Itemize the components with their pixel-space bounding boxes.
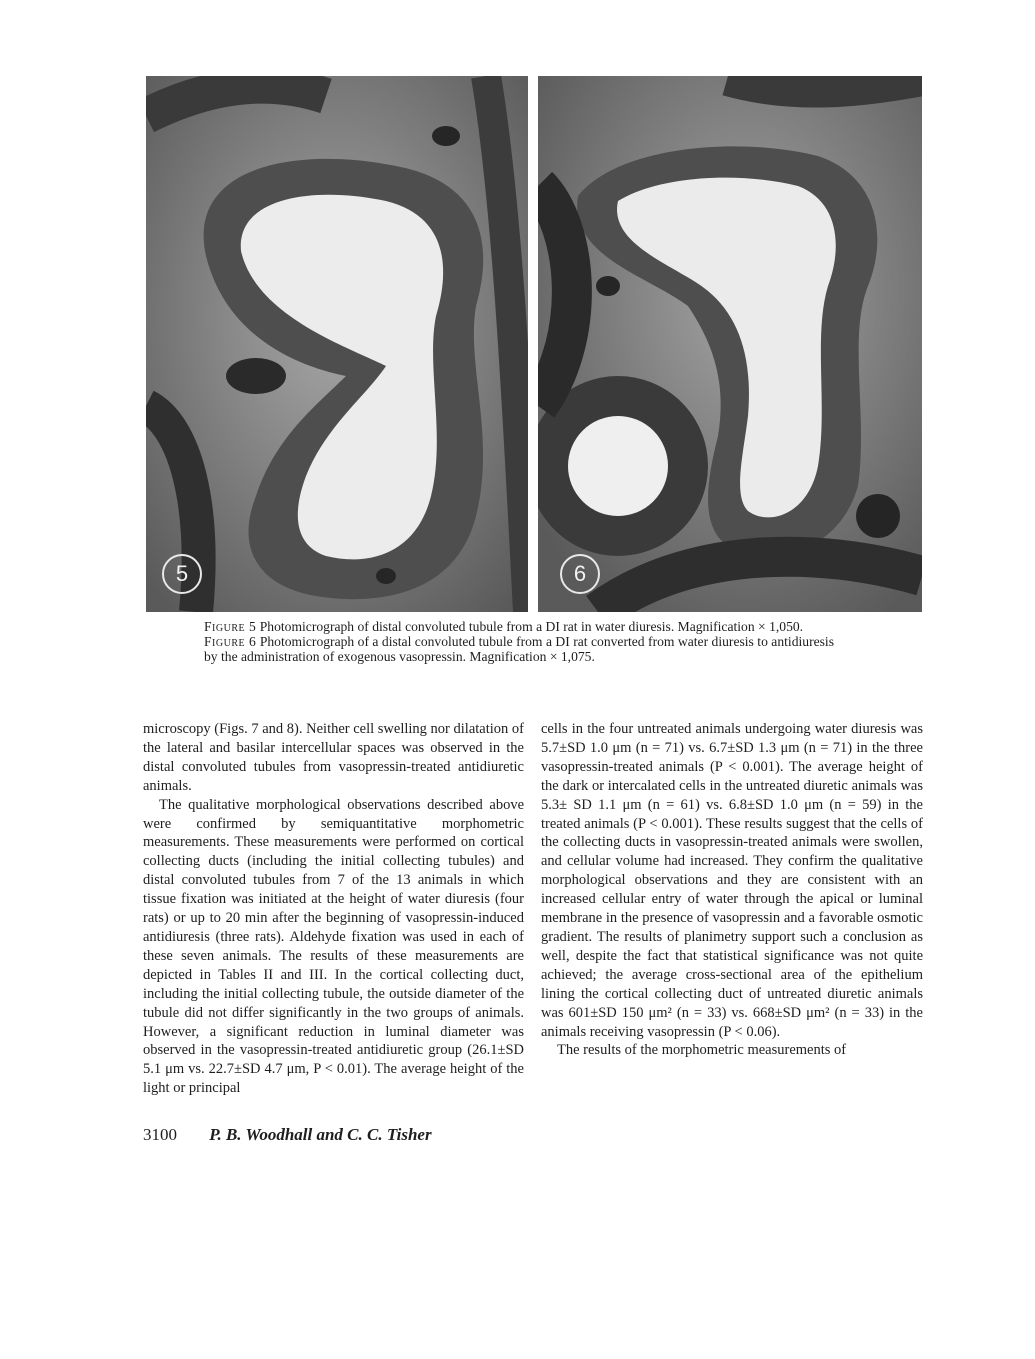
figure-6-caption	[204, 634, 834, 664]
figure-5-image	[146, 76, 528, 612]
figure-5-caption-label: Figure 5	[204, 619, 257, 634]
page-footer	[143, 1125, 432, 1145]
page-number: 3100	[143, 1125, 177, 1144]
figure-6-caption-label: Figure 6	[204, 634, 257, 649]
figure-5-photomicrograph	[146, 76, 528, 612]
body-column-right	[541, 720, 923, 1060]
figure-panel	[146, 76, 922, 612]
figure-6-photomicrograph	[538, 76, 922, 612]
paragraph: cells in the four untreated animals undergoing water diuresis was 5.7±SD 1.0 μm (n = 71) vs. 6.7±SD 1.3 μm (n = 71) in the three vasopressin-treated animals (P < 0.001). The average height of the dark or intercalated cells in the untreated diuretic animals was 5.3± SD 1.1 μm (n = 61) vs. 6.8±SD 1.0 μm (n = 59) in the treated animals (P < 0.001). These results suggest that the cells of the collecting ducts in vasopressin-treated animals were swollen, and cellular volume had increased. They confirm the qualitative morphological observations and they are consistent with an increased cellular entry of water through the apical or luminal membrane in the presence of vasopressin and a favorable osmotic gradient. The results of planimetry support such a conclusion as well, despite the fact that statistical significance was not quite achieved; the average cross-sectional area of the epithelium lining the cortical collecting duct of untreated diuretic animals was 601±SD 150 μm² (n = 33) vs. 668±SD μm² (n = 33) in the animals receiving vasopressin (P < 0.06).	[541, 721, 923, 1040]
figure-5-caption	[204, 619, 834, 634]
figure-5-number: 5	[162, 554, 202, 594]
paragraph: The qualitative morphological observations described above were confirmed by semiquantitative morphometric measurements. These measurements were performed on cortical collecting ducts (including the initial collecting tubules) and distal convoluted tubules from 7 of the 13 animals in which tissue fixation was initiated at the height of water diuresis (four rats) or up to 20 min after the beginning of vasopressin-induced antidiuresis (three rats). Aldehyde fixation was used in each of these seven animals. The results of these measurements are depicted in Tables II and III. In the cortical collecting duct, including the initial collecting tubule, the outside diameter of the tubule did not differ significantly in the two groups of animals. However, a significant reduction in luminal diameter was observed in the vasopressin-treated antidiuretic group (26.1±SD 5.1 μm vs. 22.7±SD 4.7 μm, P < 0.01). The average height of the light or principal	[143, 796, 524, 1097]
figure-5-caption-text: Photomicrograph of distal convoluted tubule from a DI rat in water diuresis. Magnification × 1,050.	[259, 619, 804, 634]
paragraph: microscopy (Figs. 7 and 8). Neither cell swelling nor dilatation of the lateral and basilar intercellular spaces was observed in the distal convoluted tubules from vasopressin-treated antidiuretic animals.	[143, 721, 524, 794]
figure-caption	[204, 619, 834, 664]
running-authors: P. B. Woodhall and C. C. Tisher	[209, 1125, 432, 1144]
figure-6-number: 6	[560, 554, 600, 594]
figure-6-image	[538, 76, 922, 612]
body-column-left	[143, 720, 524, 1098]
figure-6-caption-text: Photomicrograph of a distal convoluted tubule from a DI rat converted from water diuresis to antidiuresis by the administration of exogenous vasopressin. Magnification × 1,075.	[204, 634, 834, 664]
paragraph: The results of the morphometric measurements of	[557, 1042, 847, 1059]
